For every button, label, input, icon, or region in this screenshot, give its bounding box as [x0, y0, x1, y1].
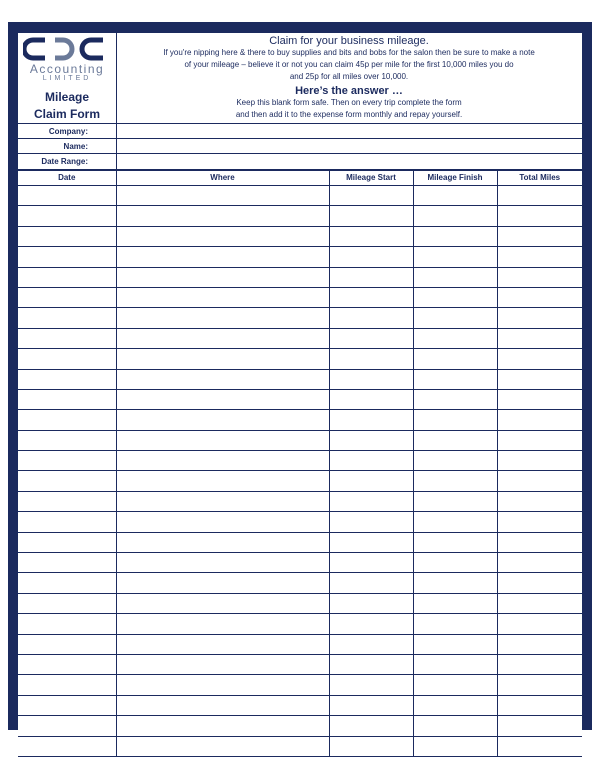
mileage-start-cell[interactable]	[329, 308, 413, 328]
total-miles-cell[interactable]	[497, 328, 582, 348]
mileage-start-cell[interactable]	[329, 287, 413, 307]
mileage-start-cell[interactable]	[329, 328, 413, 348]
mileage-finish-cell[interactable]	[413, 308, 497, 328]
date-cell[interactable]	[18, 389, 116, 409]
date-range-label: Date Range:	[41, 157, 88, 166]
mileage-finish-cell[interactable]	[413, 716, 497, 736]
mileage-start-cell[interactable]	[329, 593, 413, 613]
total-miles-cell[interactable]	[497, 716, 582, 736]
mileage-finish-cell[interactable]	[413, 614, 497, 634]
date-cell[interactable]	[18, 287, 116, 307]
date-cell[interactable]	[18, 491, 116, 511]
total-miles-cell[interactable]	[497, 614, 582, 634]
mileage-start-cell[interactable]	[329, 512, 413, 532]
total-miles-cell[interactable]	[497, 736, 582, 756]
table-row	[18, 532, 582, 552]
mileage-finish-cell[interactable]	[413, 206, 497, 226]
mileage-finish-cell[interactable]	[413, 675, 497, 695]
mileage-finish-cell[interactable]	[413, 410, 497, 430]
mileage-start-cell[interactable]	[329, 573, 413, 593]
where-cell[interactable]	[116, 369, 329, 389]
mileage-finish-cell[interactable]	[413, 634, 497, 654]
table-row	[18, 410, 582, 430]
table-row	[18, 695, 582, 715]
table-row	[18, 186, 582, 206]
date-cell[interactable]	[18, 573, 116, 593]
total-miles-cell[interactable]	[497, 267, 582, 287]
mileage-start-cell[interactable]	[329, 430, 413, 450]
table-row	[18, 287, 582, 307]
mileage-start-cell[interactable]	[329, 491, 413, 511]
table-row	[18, 736, 582, 756]
where-cell[interactable]	[116, 593, 329, 613]
date-cell[interactable]	[18, 634, 116, 654]
mileage-finish-cell[interactable]	[413, 593, 497, 613]
form-title-line1: Mileage	[44, 90, 89, 104]
total-miles-cell[interactable]	[497, 389, 582, 409]
total-miles-cell[interactable]	[497, 675, 582, 695]
intro-line-2: of your mileage – believe it or not you can claim 45p per mile for the first 10,000 miles you do	[184, 60, 514, 69]
table-row	[18, 451, 582, 471]
column-header-where: Where	[116, 170, 329, 186]
mileage-start-cell[interactable]	[329, 267, 413, 287]
mileage-start-cell[interactable]	[329, 349, 413, 369]
total-miles-cell[interactable]	[497, 308, 582, 328]
date-cell[interactable]	[18, 206, 116, 226]
date-cell[interactable]	[18, 532, 116, 552]
date-cell[interactable]	[18, 430, 116, 450]
mileage-start-cell[interactable]	[329, 634, 413, 654]
total-miles-cell[interactable]	[497, 430, 582, 450]
where-cell[interactable]	[116, 308, 329, 328]
total-miles-cell[interactable]	[497, 491, 582, 511]
date-cell[interactable]	[18, 410, 116, 430]
mileage-finish-cell[interactable]	[413, 226, 497, 246]
mileage-finish-cell[interactable]	[413, 573, 497, 593]
mileage-start-cell[interactable]	[329, 716, 413, 736]
total-miles-cell[interactable]	[497, 634, 582, 654]
mileage-start-cell[interactable]	[329, 471, 413, 491]
mileage-log-table	[18, 169, 582, 757]
form-title-line2: Claim Form	[33, 107, 100, 121]
total-miles-cell[interactable]	[497, 512, 582, 532]
total-miles-cell[interactable]	[497, 226, 582, 246]
header-logo-cell	[18, 33, 117, 123]
where-cell[interactable]	[116, 614, 329, 634]
table-row	[18, 593, 582, 613]
table-row	[18, 369, 582, 389]
company-label: Company:	[48, 127, 88, 136]
mileage-finish-cell[interactable]	[413, 186, 497, 206]
where-cell[interactable]	[116, 512, 329, 532]
mileage-start-cell[interactable]	[329, 675, 413, 695]
mileage-finish-cell[interactable]	[413, 471, 497, 491]
mileage-start-cell[interactable]	[329, 369, 413, 389]
table-row	[18, 206, 582, 226]
total-miles-cell[interactable]	[497, 471, 582, 491]
table-row	[18, 328, 582, 348]
mileage-finish-cell[interactable]	[413, 736, 497, 756]
total-miles-cell[interactable]	[497, 593, 582, 613]
date-cell[interactable]	[18, 451, 116, 471]
mileage-finish-cell[interactable]	[413, 491, 497, 511]
column-header-mileage-start: Mileage Start	[329, 170, 413, 186]
mileage-start-cell[interactable]	[329, 206, 413, 226]
date-cell[interactable]	[18, 675, 116, 695]
date-cell[interactable]	[18, 308, 116, 328]
where-cell[interactable]	[116, 695, 329, 715]
where-cell[interactable]	[116, 716, 329, 736]
logo-subtitle: LIMITED	[42, 75, 92, 82]
mileage-finish-cell[interactable]	[413, 695, 497, 715]
table-row	[18, 308, 582, 328]
table-row	[18, 716, 582, 736]
mileage-start-cell[interactable]	[329, 451, 413, 471]
total-miles-cell[interactable]	[497, 287, 582, 307]
mileage-finish-cell[interactable]	[413, 451, 497, 471]
mileage-finish-cell[interactable]	[413, 389, 497, 409]
date-range-row	[18, 153, 582, 169]
column-header-total-miles: Total Miles	[497, 170, 582, 186]
name-label: Name:	[63, 142, 88, 151]
table-row	[18, 675, 582, 695]
where-cell[interactable]	[116, 430, 329, 450]
mileage-start-cell[interactable]	[329, 186, 413, 206]
date-cell[interactable]	[18, 716, 116, 736]
date-cell[interactable]	[18, 328, 116, 348]
total-miles-cell[interactable]	[497, 349, 582, 369]
mileage-start-cell[interactable]	[329, 654, 413, 674]
date-cell[interactable]	[18, 471, 116, 491]
date-cell[interactable]	[18, 654, 116, 674]
total-miles-cell[interactable]	[497, 369, 582, 389]
total-miles-cell[interactable]	[497, 451, 582, 471]
mileage-finish-cell[interactable]	[413, 532, 497, 552]
where-cell[interactable]	[116, 675, 329, 695]
mileage-finish-cell[interactable]	[413, 328, 497, 348]
table-row	[18, 512, 582, 532]
table-row	[18, 634, 582, 654]
date-cell[interactable]	[18, 247, 116, 267]
total-miles-cell[interactable]	[497, 695, 582, 715]
where-cell[interactable]	[116, 247, 329, 267]
mileage-finish-cell[interactable]	[413, 267, 497, 287]
table-row	[18, 654, 582, 674]
total-miles-cell[interactable]	[497, 410, 582, 430]
table-row	[18, 267, 582, 287]
mileage-finish-cell[interactable]	[413, 349, 497, 369]
table-row	[18, 614, 582, 634]
table-header-row	[18, 170, 582, 186]
company-field[interactable]	[116, 124, 583, 139]
table-row	[18, 471, 582, 491]
date-cell[interactable]	[18, 186, 116, 206]
date-cell[interactable]	[18, 349, 116, 369]
date-cell[interactable]	[18, 695, 116, 715]
mileage-finish-cell[interactable]	[413, 287, 497, 307]
date-cell[interactable]	[18, 736, 116, 756]
total-miles-cell[interactable]	[497, 247, 582, 267]
where-cell[interactable]	[116, 328, 329, 348]
where-cell[interactable]	[116, 471, 329, 491]
date-range-field[interactable]	[116, 154, 583, 169]
mileage-start-cell[interactable]	[329, 614, 413, 634]
total-miles-cell[interactable]	[497, 186, 582, 206]
date-cell[interactable]	[18, 614, 116, 634]
table-row	[18, 573, 582, 593]
mileage-finish-cell[interactable]	[413, 369, 497, 389]
total-miles-cell[interactable]	[497, 573, 582, 593]
mileage-finish-cell[interactable]	[413, 512, 497, 532]
mileage-start-cell[interactable]	[329, 389, 413, 409]
where-cell[interactable]	[116, 573, 329, 593]
column-header-date: Date	[18, 170, 116, 186]
where-cell[interactable]	[116, 491, 329, 511]
table-row	[18, 553, 582, 573]
answer-heading: Here’s the answer …	[295, 85, 403, 97]
intro-heading: Claim for your business mileage.	[269, 35, 429, 47]
where-cell[interactable]	[116, 654, 329, 674]
table-row	[18, 389, 582, 409]
mileage-log-body	[18, 186, 582, 757]
intro-text	[116, 33, 582, 123]
table-row	[18, 226, 582, 246]
total-miles-cell[interactable]	[497, 532, 582, 552]
where-cell[interactable]	[116, 389, 329, 409]
mileage-start-cell[interactable]	[329, 553, 413, 573]
where-cell[interactable]	[116, 267, 329, 287]
table-row	[18, 491, 582, 511]
column-header-mileage-finish: Mileage Finish	[413, 170, 497, 186]
date-cell[interactable]	[18, 553, 116, 573]
answer-line-2: and then add it to the expense form monthly and repay yourself.	[235, 110, 463, 119]
answer-line-1: Keep this blank form safe. Then on every trip complete the form	[236, 98, 462, 107]
total-miles-cell[interactable]	[497, 553, 582, 573]
total-miles-cell[interactable]	[497, 206, 582, 226]
where-cell[interactable]	[116, 736, 329, 756]
date-cell[interactable]	[18, 369, 116, 389]
form-title	[18, 89, 116, 123]
logo-wordmark: Accounting	[29, 62, 105, 76]
intro-line-1: If you're nipping here & there to buy supplies and bits and bobs for the salon then be sure to make a note	[163, 48, 535, 57]
mileage-start-cell[interactable]	[329, 410, 413, 430]
date-cell[interactable]	[18, 593, 116, 613]
where-cell[interactable]	[116, 451, 329, 471]
mileage-start-cell[interactable]	[329, 736, 413, 756]
mileage-start-cell[interactable]	[329, 247, 413, 267]
where-cell[interactable]	[116, 532, 329, 552]
mileage-start-cell[interactable]	[329, 695, 413, 715]
where-cell[interactable]	[116, 349, 329, 369]
total-miles-cell[interactable]	[497, 654, 582, 674]
where-cell[interactable]	[116, 226, 329, 246]
where-cell[interactable]	[116, 206, 329, 226]
mileage-start-cell[interactable]	[329, 532, 413, 552]
where-cell[interactable]	[116, 634, 329, 654]
date-cell[interactable]	[18, 512, 116, 532]
name-row	[18, 138, 582, 154]
mileage-claim-sheet	[18, 32, 582, 731]
table-row	[18, 430, 582, 450]
date-cell[interactable]	[18, 226, 116, 246]
where-cell[interactable]	[116, 410, 329, 430]
table-row	[18, 349, 582, 369]
date-cell[interactable]	[18, 267, 116, 287]
mileage-start-cell[interactable]	[329, 226, 413, 246]
intro-line-3: and 25p for all miles over 10,000.	[289, 72, 409, 81]
mileage-finish-cell[interactable]	[413, 430, 497, 450]
mileage-finish-cell[interactable]	[413, 247, 497, 267]
company-row	[18, 123, 582, 139]
where-cell[interactable]	[116, 186, 329, 206]
cdc-logo-icon	[23, 36, 111, 62]
where-cell[interactable]	[116, 553, 329, 573]
table-row	[18, 247, 582, 267]
where-cell[interactable]	[116, 287, 329, 307]
mileage-finish-cell[interactable]	[413, 553, 497, 573]
name-field[interactable]	[116, 139, 583, 154]
mileage-finish-cell[interactable]	[413, 654, 497, 674]
